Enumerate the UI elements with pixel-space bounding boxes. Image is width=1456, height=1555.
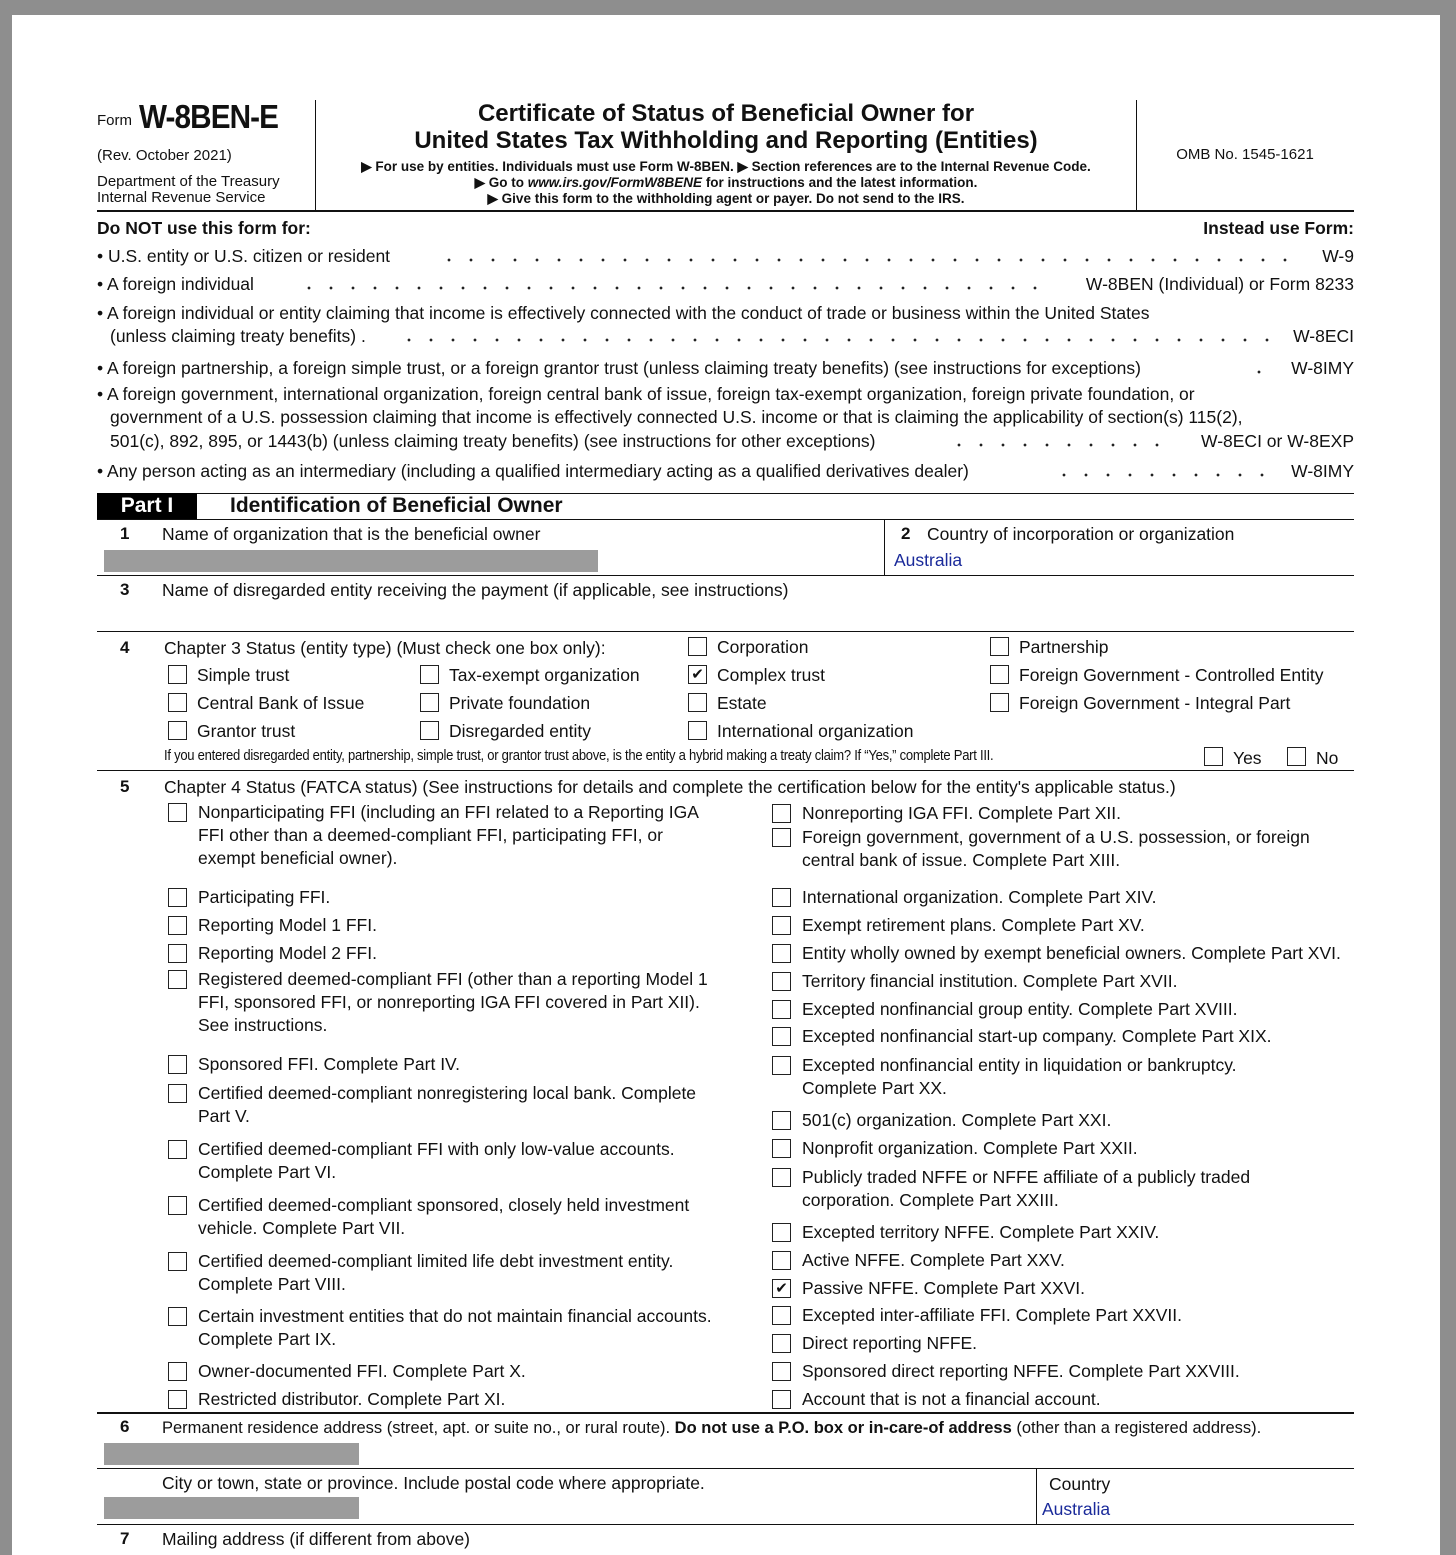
line6-label	[162, 1417, 1261, 1439]
instead-form: W-8IMY	[1291, 358, 1354, 378]
instead-use-heading: Instead use Form:	[1203, 218, 1354, 238]
dot-leader	[1053, 460, 1269, 482]
chapter3-checkbox[interactable]: ✔	[688, 665, 707, 684]
chapter4-checkbox[interactable]	[772, 804, 791, 823]
chapter3-option-label: Partnership	[1019, 637, 1109, 657]
chapter4-option-label: Complete Part IX.	[198, 1329, 337, 1349]
line-number: 5	[120, 777, 130, 796]
chapter4-option-label: Restricted distributor. Complete Part XI.	[198, 1389, 506, 1409]
chapter4-option-label: Registered deemed-compliant FFI (other than a reporting Model 1	[198, 969, 708, 989]
chapter4-checkbox[interactable]	[168, 1390, 187, 1409]
rule	[97, 519, 1354, 520]
do-not-use-heading: Do NOT use this form for:	[97, 218, 311, 238]
chapter4-checkbox[interactable]	[772, 1390, 791, 1409]
chapter4-checkbox[interactable]	[772, 972, 791, 991]
do-not-use-item-text: government of a U.S. possession claiming that income is effectively connected U.S. income or that is claiming the applicability of section(s) 115(2),	[110, 407, 1243, 427]
chapter4-checkbox[interactable]	[168, 1140, 187, 1159]
line-number: 2	[901, 524, 911, 543]
chapter3-checkbox[interactable]	[168, 665, 187, 684]
chapter4-checkbox[interactable]	[772, 828, 791, 847]
do-not-use-item-text: • Any person acting as an intermediary (including a qualified intermediary acting as a qualified derivatives dealer)	[97, 461, 969, 481]
chapter3-checkbox[interactable]	[168, 721, 187, 740]
chapter4-option-label: Passive NFFE. Complete Part XXVI.	[802, 1278, 1086, 1298]
no-label: No	[1316, 748, 1339, 768]
chapter4-option-label: Foreign government, government of a U.S. possession, or foreign	[802, 827, 1310, 847]
city-label: City or town, state or province. Include postal code where appropriate.	[162, 1473, 705, 1493]
label-text: Permanent residence address (street, apt. or suite no., or rural route).	[162, 1419, 675, 1437]
dot-leader	[1248, 357, 1269, 379]
note-text: for instructions and the latest information.	[702, 175, 978, 190]
chapter4-option-label: Publicly traded NFFE or NFFE affiliate of a publicly traded	[802, 1167, 1251, 1187]
instead-form: W-8ECI or W-8EXP	[1201, 431, 1354, 451]
chapter3-option-label: Private foundation	[449, 693, 591, 713]
chapter3-option-label: Estate	[717, 693, 767, 713]
country-field[interactable]: Australia	[1042, 1499, 1111, 1519]
chapter4-option-label: central bank of issue. Complete Part XIII.	[802, 850, 1121, 870]
chapter4-option-label: Direct reporting NFFE.	[802, 1333, 978, 1353]
rule	[97, 1524, 1354, 1525]
instead-form: W-9	[1322, 246, 1354, 266]
hybrid-no-checkbox[interactable]	[1287, 747, 1306, 766]
chapter4-option-label: 501(c) organization. Complete Part XXI.	[802, 1110, 1112, 1130]
chapter3-option-label: Tax-exempt organization	[449, 665, 640, 685]
chapter4-checkbox[interactable]	[772, 944, 791, 963]
chapter4-checkbox[interactable]	[772, 1027, 791, 1046]
label-text: (other than a registered address).	[1011, 1419, 1262, 1437]
department: Department of the Treasury	[97, 173, 280, 190]
do-not-use-item-text: • A foreign partnership, a foreign simple trust, or a foreign grantor trust (unless claiming treaty benefits) (see instructions for exceptions)	[97, 358, 1141, 378]
chapter4-option-label: Participating FFI.	[198, 887, 331, 907]
chapter4-checkbox[interactable]	[168, 1084, 187, 1103]
rule	[97, 770, 1354, 771]
chapter4-checkbox[interactable]	[772, 1223, 791, 1242]
chapter4-checkbox[interactable]	[168, 1196, 187, 1215]
rule	[97, 631, 1354, 632]
part-title: Identification of Beneficial Owner	[230, 494, 563, 517]
divider	[884, 519, 885, 575]
hybrid-yes-checkbox[interactable]	[1204, 747, 1223, 766]
do-not-use-item-text: (unless claiming treaty benefits) .	[110, 326, 366, 346]
chapter4-checkbox[interactable]	[168, 916, 187, 935]
omb-number: OMB No. 1545-1621	[1176, 146, 1314, 163]
chapter4-checkbox[interactable]	[772, 888, 791, 907]
chapter4-checkbox[interactable]	[772, 1334, 791, 1353]
chapter4-option-label: Owner-documented FFI. Complete Part X.	[198, 1361, 526, 1381]
chapter3-checkbox[interactable]	[168, 693, 187, 712]
instead-form: W-8IMY	[1291, 461, 1354, 481]
label-bold-text: Do not use a P.O. box or in-care-of address	[674, 1419, 1012, 1437]
chapter4-option-label: Excepted nonfinancial entity in liquidation or bankruptcy.	[802, 1055, 1237, 1075]
note-text: ▶ Go to	[474, 175, 528, 190]
chapter4-option-label: Excepted inter-affiliate FFI. Complete Part XXVII.	[802, 1305, 1182, 1325]
chapter4-option-label: Active NFFE. Complete Part XXV.	[802, 1250, 1065, 1270]
line-number: 4	[120, 638, 130, 657]
dot-leader	[398, 325, 1274, 347]
chapter4-checkbox[interactable]	[772, 1111, 791, 1130]
chapter4-option-label: Exempt retirement plans. Complete Part XV.	[802, 915, 1145, 935]
dot-leader	[948, 430, 1174, 452]
chapter4-checkbox[interactable]	[772, 1139, 791, 1158]
redacted-organization-name[interactable]	[104, 550, 598, 572]
chapter4-checkbox[interactable]	[772, 1168, 791, 1187]
line4-label: Chapter 3 Status (entity type) (Must check one box only):	[164, 638, 606, 658]
redacted-city[interactable]	[104, 1497, 359, 1519]
chapter3-checkbox[interactable]	[688, 693, 707, 712]
chapter4-checkbox[interactable]	[168, 944, 187, 963]
header-rule	[97, 210, 1354, 212]
chapter4-checkbox[interactable]	[168, 1307, 187, 1326]
do-not-use-item-text: 501(c), 892, 895, or 1443(b) (unless claiming treaty benefits) (see instructions for other exceptions)	[110, 431, 876, 451]
chapter4-option-label: corporation. Complete Part XXIII.	[802, 1190, 1059, 1210]
chapter3-checkbox[interactable]	[990, 693, 1009, 712]
revision-date: (Rev. October 2021)	[97, 147, 232, 164]
chapter3-option-label: Foreign Government - Integral Part	[1019, 693, 1291, 713]
chapter4-option-label: Certified deemed-compliant limited life debt investment entity.	[198, 1251, 674, 1271]
chapter4-checkbox[interactable]	[168, 803, 187, 822]
chapter4-option-label: Complete Part VIII.	[198, 1274, 346, 1294]
chapter4-option-label: Nonreporting IGA FFI. Complete Part XII.	[802, 803, 1122, 823]
do-not-use-item-text: • U.S. entity or U.S. citizen or resident	[97, 246, 391, 266]
instead-form: W-8BEN (Individual) or Form 8233	[1085, 274, 1354, 294]
chapter3-checkbox[interactable]	[688, 721, 707, 740]
line2-label: Country of incorporation or organization	[927, 524, 1235, 544]
form-number: W-8BEN-E	[139, 98, 279, 135]
divider	[1036, 1468, 1037, 1524]
line-number: 6	[120, 1417, 130, 1436]
chapter4-option-label: Certified deemed-compliant FFI with only low-value accounts.	[198, 1139, 675, 1159]
chapter4-option-label: Reporting Model 1 FFI.	[198, 915, 377, 935]
form-title-line2: United States Tax Withholding and Reporting (Entities)	[414, 127, 1038, 154]
chapter4-checkbox[interactable]	[168, 970, 187, 989]
chapter4-option-label: exempt beneficial owner).	[198, 848, 398, 868]
line3-label: Name of disregarded entity receiving the payment (if applicable, see instructions)	[162, 580, 789, 600]
form-label: Form	[97, 112, 132, 129]
chapter4-option-label: Certain investment entities that do not maintain financial accounts.	[198, 1306, 712, 1326]
line7-label: Mailing address (if different from above)	[162, 1529, 471, 1549]
line5-label: Chapter 4 Status (FATCA status) (See instructions for details and complete the certification below for the entity's applicable status.)	[164, 777, 1176, 797]
chapter4-checkbox[interactable]	[772, 1056, 791, 1075]
country-label: Country	[1049, 1474, 1111, 1494]
chapter4-option-label: Excepted nonfinancial group entity. Complete Part XVIII.	[802, 999, 1238, 1019]
chapter4-option-label: Sponsored FFI. Complete Part IV.	[198, 1054, 460, 1074]
chapter4-checkbox[interactable]	[168, 1055, 187, 1074]
chapter3-option-label: Complex trust	[717, 665, 825, 685]
chapter3-checkbox[interactable]	[990, 665, 1009, 684]
chapter4-option-label: Territory financial institution. Complete Part XVII.	[802, 971, 1178, 991]
hybrid-question: If you entered disregarded entity, partnership, simple trust, or grantor trust above, is the entity a hybrid making a treaty claim? If “Yes,” complete Part III.	[164, 748, 994, 764]
chapter4-option-label: Sponsored direct reporting NFFE. Complete Part XXVIII.	[802, 1361, 1240, 1381]
chapter4-checkbox[interactable]	[772, 1000, 791, 1019]
chapter4-option-label: Excepted nonfinancial start-up company. Complete Part XIX.	[802, 1026, 1272, 1046]
chapter4-checkbox[interactable]: ✔	[772, 1279, 791, 1298]
chapter4-checkbox[interactable]	[772, 1362, 791, 1381]
agency: Internal Revenue Service	[97, 189, 266, 206]
chapter3-option-label: Simple trust	[197, 665, 290, 685]
chapter3-option-label: Corporation	[717, 637, 809, 657]
yes-label: Yes	[1233, 748, 1262, 768]
chapter4-checkbox[interactable]	[168, 1252, 187, 1271]
header-note-2	[316, 175, 1136, 191]
chapter3-checkbox[interactable]	[688, 637, 707, 656]
chapter4-option-label: Certified deemed-compliant sponsored, closely held investment	[198, 1195, 690, 1215]
line-number: 7	[120, 1529, 130, 1548]
country-of-incorporation-field[interactable]: Australia	[894, 550, 963, 570]
do-not-use-item-text: • A foreign individual	[97, 274, 254, 294]
header-note-3: ▶ Give this form to the withholding agent or payer. Do not send to the IRS.	[487, 191, 965, 206]
chapter3-checkbox[interactable]	[420, 665, 439, 684]
rule	[97, 1468, 1354, 1469]
chapter4-option-label: Account that is not a financial account.	[802, 1389, 1101, 1409]
chapter4-option-label: Complete Part XX.	[802, 1078, 947, 1098]
chapter4-option-label: International organization. Complete Part XIV.	[802, 887, 1157, 907]
chapter4-option-label: See instructions.	[198, 1015, 328, 1035]
chapter4-option-label: vehicle. Complete Part VII.	[198, 1218, 406, 1238]
chapter4-checkbox[interactable]	[772, 1251, 791, 1270]
chapter4-option-label: Nonparticipating FFI (including an FFI related to a Reporting IGA	[198, 802, 699, 822]
do-not-use-item-text: • A foreign individual or entity claiming that income is effectively connected with the conduct of trade or business within the United States	[97, 303, 1150, 323]
dot-leader	[438, 245, 1304, 267]
form-title-line1: Certificate of Status of Beneficial Owner for	[477, 100, 975, 127]
chapter4-option-label: Entity wholly owned by exempt beneficial owners. Complete Part XVI.	[802, 943, 1341, 963]
chapter3-checkbox[interactable]	[990, 637, 1009, 656]
chapter3-option-label: Foreign Government - Controlled Entity	[1019, 665, 1324, 685]
chapter3-option-label: Central Bank of Issue	[197, 693, 365, 713]
chapter4-checkbox[interactable]	[168, 1362, 187, 1381]
part-label: Part I	[97, 493, 197, 519]
chapter4-option-label: Part V.	[198, 1106, 250, 1126]
line1-label: Name of organization that is the beneficial owner	[162, 524, 541, 544]
chapter4-option-label: Nonprofit organization. Complete Part XXII.	[802, 1138, 1138, 1158]
dot-leader	[298, 273, 1044, 295]
header-note-1: ▶ For use by entities. Individuals must use Form W-8BEN. ▶ Section references are to the Internal Revenue Code.	[361, 159, 1091, 174]
do-not-use-item-text: • A foreign government, international organization, foreign central bank of issue, foreign tax-exempt organization, foreign private foundation, or	[97, 384, 1195, 404]
chapter4-option-label: FFI, sponsored FFI, or nonreporting IGA FFI covered in Part XII).	[198, 992, 700, 1012]
chapter4-checkbox[interactable]	[772, 1306, 791, 1325]
chapter4-checkbox[interactable]	[168, 888, 187, 907]
rule	[97, 575, 1354, 576]
chapter3-checkbox[interactable]	[420, 693, 439, 712]
chapter4-option-label: Complete Part VI.	[198, 1162, 337, 1182]
redacted-street-address[interactable]	[104, 1443, 359, 1465]
chapter4-option-label: Excepted territory NFFE. Complete Part XXIV.	[802, 1222, 1160, 1242]
chapter3-option-label: International organization	[717, 721, 914, 741]
chapter4-checkbox[interactable]	[772, 916, 791, 935]
chapter4-option-label: Reporting Model 2 FFI.	[198, 943, 377, 963]
line-number: 3	[120, 580, 130, 599]
chapter3-checkbox[interactable]	[420, 721, 439, 740]
irs-link[interactable]: www.irs.gov/FormW8BENE	[527, 175, 703, 190]
line-number: 1	[120, 524, 130, 543]
chapter4-option-label: Certified deemed-compliant nonregistering local bank. Complete	[198, 1083, 697, 1103]
instead-form: W-8ECI	[1293, 326, 1354, 346]
chapter3-option-label: Disregarded entity	[449, 721, 592, 741]
chapter3-option-label: Grantor trust	[197, 721, 296, 741]
chapter4-option-label: FFI other than a deemed-compliant FFI, participating FFI, or	[198, 825, 663, 845]
rule	[97, 1412, 1354, 1414]
